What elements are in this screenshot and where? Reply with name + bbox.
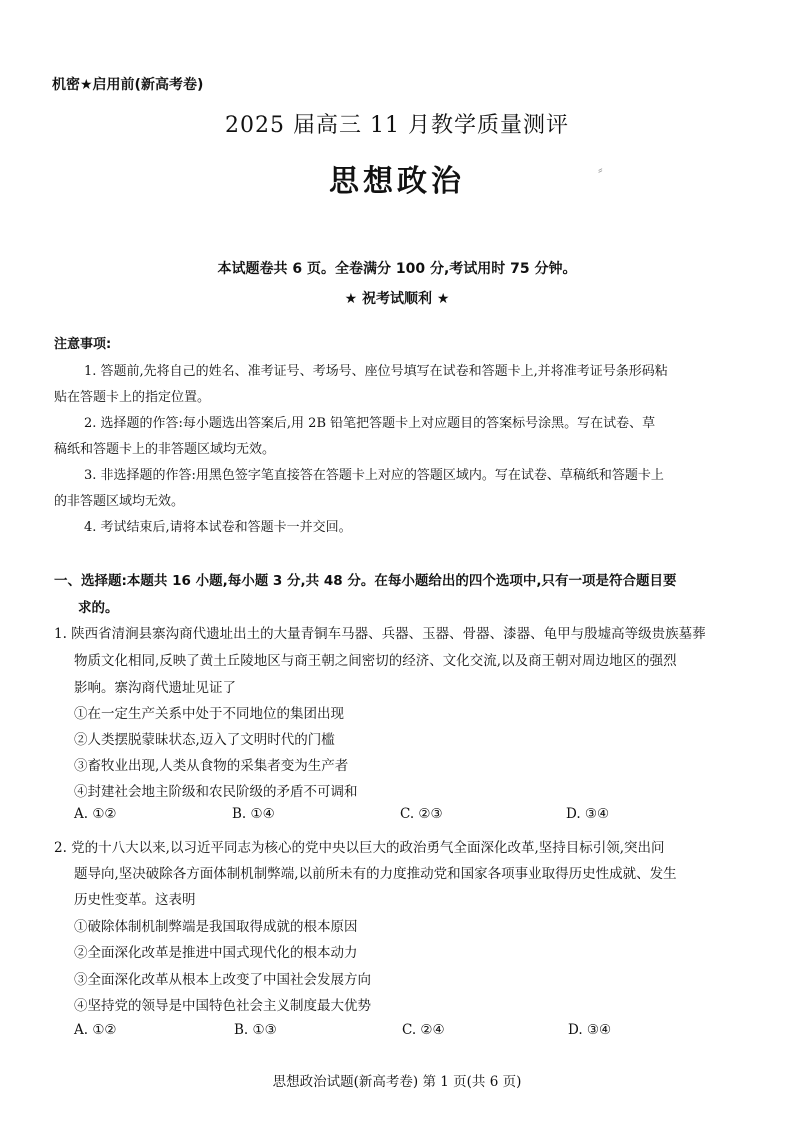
question-1-option-a[interactable]: A. ①② — [74, 806, 117, 822]
section-heading: 一、选择题:本题共 16 小题,每小题 3 分,共 48 分。在每小题给出的四个选项中,只有一项是符合题目要 — [54, 573, 677, 589]
question-1-stem: 物质文化相同,反映了黄土丘陵地区与商王朝之间密切的经济、文化交流,以及商王朝对周边地区的强烈 — [74, 653, 677, 669]
question-1-item: ②人类摆脱蒙昧状态,迈入了文明时代的门槛 — [74, 732, 335, 748]
section-heading-cont: 求的。 — [78, 600, 119, 616]
notice-line: 4. 考试结束后,请将本试卷和答题卡一并交回。 — [84, 520, 352, 535]
confidential-label: 机密★启用前(新高考卷) — [52, 77, 204, 93]
question-2-item: ①破除体制机制弊端是我国取得成就的根本原因 — [74, 919, 358, 935]
question-1-item: ④封建社会地主阶级和农民阶级的矛盾不可调和 — [74, 784, 358, 800]
question-2-stem: 题导向,坚决破除各方面体制机制弊端,以前所未有的力度推动党和国家各项事业取得历史性成就、发生 — [74, 866, 677, 882]
notice-heading: 注意事项: — [54, 337, 112, 352]
question-1-stem: 1. 陕西省清涧县寨沟商代遗址出土的大量青铜车马器、兵器、玉器、骨器、漆器、龟甲与殷墟高等级贵族墓葬 — [54, 626, 706, 642]
question-1-item: ①在一定生产关系中处于不同地位的集团出现 — [74, 706, 344, 722]
notice-line: 2. 选择题的作答:每小题选出答案后,用 2B 铅笔把答题卡上对应题目的答案标号涂黑。写在试卷、草 — [84, 416, 656, 431]
question-1-option-b[interactable]: B. ①④ — [232, 806, 275, 822]
question-1-item: ③畜牧业出现,人类从食物的采集者变为生产者 — [74, 758, 349, 774]
notice-line: 1. 答题前,先将自己的姓名、准考证号、考场号、座位号填写在试卷和答题卡上,并将准考证号条形码粘 — [84, 364, 668, 379]
question-2-item: ③全面深化改革从根本上改变了中国社会发展方向 — [74, 972, 371, 988]
question-2-item: ②全面深化改革是推进中国式现代化的根本动力 — [74, 945, 358, 961]
exam-title: 2025 届高三 11 月教学质量测评 — [225, 113, 569, 138]
subject-title: 思想政治 — [329, 164, 465, 199]
good-luck-line: ★ 祝考试顺利 ★ — [344, 291, 450, 307]
notice-line: 贴在答题卡上的指定位置。 — [54, 390, 211, 405]
question-2-item: ④坚持党的领导是中国特色社会主义制度最大优势 — [74, 998, 371, 1014]
notice-line: 的非答题区域均无效。 — [54, 494, 185, 509]
question-2-option-d[interactable]: D. ③④ — [568, 1022, 612, 1038]
question-2-stem: 2. 党的十八大以来,以习近平同志为核心的党中央以巨大的政治勇气全面深化改革,坚持目标引领,突出问 — [54, 840, 665, 856]
question-1-option-c[interactable]: C. ②③ — [400, 806, 443, 822]
question-2-stem: 历史性变革。这表明 — [74, 892, 196, 908]
question-1-option-d[interactable]: D. ③④ — [566, 806, 610, 822]
exam-info: 本试题卷共 6 页。全卷满分 100 分,考试用时 75 分钟。 — [217, 261, 577, 277]
notice-line: 3. 非选择题的作答:用黑色签字笔直接答在答题卡上对应的答题区域内。写在试卷、草稿纸和答题卡上 — [84, 468, 664, 483]
question-2-option-a[interactable]: A. ①② — [74, 1022, 117, 1038]
scan-smudge-mark: ⸗ — [598, 162, 603, 178]
question-2-option-b[interactable]: B. ①③ — [234, 1022, 277, 1038]
question-1-stem: 影响。寨沟商代遗址见证了 — [74, 680, 236, 696]
question-2-option-c[interactable]: C. ②④ — [402, 1022, 445, 1038]
notice-line: 稿纸和答题卡上的非答题区域均无效。 — [54, 442, 276, 457]
page-footer: 思想政治试题(新高考卷) 第 1 页(共 6 页) — [272, 1074, 522, 1090]
